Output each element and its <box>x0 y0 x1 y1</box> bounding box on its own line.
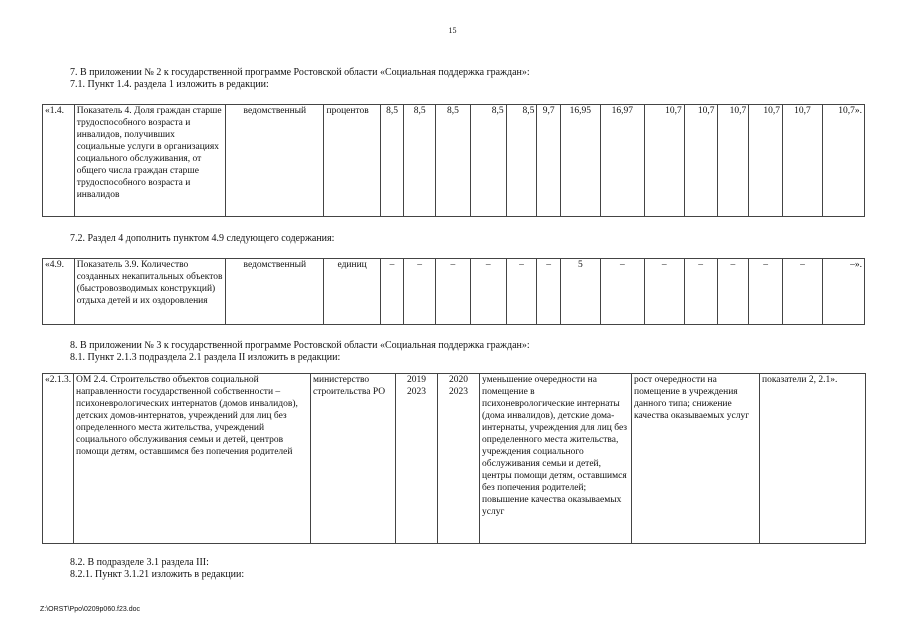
executor: министерство строительства РО <box>311 374 396 544</box>
paragraph-8-2-1: 8.2.1. Пункт 3.1.21 изложить в редакции: <box>70 569 245 580</box>
value-cell: – <box>600 259 644 325</box>
value-cell: 16,97 <box>600 105 644 217</box>
page-number: 15 <box>448 26 457 35</box>
value-cell: 16,95 <box>560 105 600 217</box>
indicator-type: ведомственный <box>226 105 324 217</box>
measure-table-2-1-3 <box>42 373 866 544</box>
expected-result: уменьшение очередности на помещение в психоневрологические интернаты (дома инвалидов), детские дома-интернаты, учреждения для лиц без определенного места жительства, учреждения социального обслуживания семьи и детей, центры помощи детям, оставшимся без попечения родителей; повышение качества оказываемых услуг <box>480 374 632 544</box>
value-cell: – <box>717 259 749 325</box>
value-cell: 8,5 <box>506 105 537 217</box>
indicator-table-4-9 <box>42 258 865 325</box>
value-cell: – <box>380 259 404 325</box>
value-cell: 5 <box>560 259 600 325</box>
start-year-value-2: 2023 <box>407 387 426 397</box>
paragraph-8-1: 8.1. Пункт 2.1.3 подраздела 2.1 раздела II изложить в редакции: <box>70 352 341 363</box>
end-year <box>438 374 480 544</box>
file-path-footer: Z:\ORST\Ppo\0209p060.f23.doc <box>40 606 141 613</box>
value-cell: – <box>506 259 537 325</box>
row-number: «4.9. <box>43 259 75 325</box>
value-cell: 10,7 <box>717 105 749 217</box>
value-cell: – <box>470 259 506 325</box>
start-year <box>396 374 438 544</box>
value-cell: 8,5 <box>436 105 471 217</box>
paragraph-8-2: 8.2. В подразделе 3.1 раздела III: <box>70 557 209 568</box>
row-number: «1.4. <box>43 105 75 217</box>
indicator-unit: процентов <box>324 105 380 217</box>
value-cell: 10,7 <box>644 105 684 217</box>
row-number: «2.1.3. <box>43 374 74 544</box>
value-cell: – <box>436 259 471 325</box>
value-cell: 8,5 <box>404 105 436 217</box>
value-cell: – <box>537 259 561 325</box>
value-cell: 10,7 <box>782 105 822 217</box>
end-year-value: 2020 <box>449 375 468 385</box>
value-cell: – <box>684 259 717 325</box>
paragraph-7: 7. В приложении № 2 к государственной программе Ростовской области «Социальная поддержка граждан»: <box>70 67 530 78</box>
value-cell: 8,5 <box>470 105 506 217</box>
table-row <box>43 259 865 325</box>
indicator-type: ведомственный <box>226 259 324 325</box>
related-indicators: показатели 2, 2.1». <box>760 374 866 544</box>
indicator-name: Показатель 3.9. Количество созданных некапитальных объектов (быстровозводимых конструкций) отдыха детей и их оздоровления <box>74 259 226 325</box>
start-year-value: 2019 <box>407 375 426 385</box>
indicator-unit: единиц <box>324 259 380 325</box>
value-cell: – <box>404 259 436 325</box>
value-cell: –». <box>822 259 864 325</box>
table-row <box>43 374 866 544</box>
consequence: рост очередности на помещение в учреждения данного типа; снижение качества оказываемых услуг <box>632 374 760 544</box>
indicator-name: Показатель 4. Доля граждан старше трудоспособного возраста и инвалидов, получивших социальные услуги в организациях социального обслуживания, от общего числа граждан старше трудоспособного возраста и инвалидов <box>74 105 226 217</box>
measure-name: ОМ 2.4. Строительство объектов социальной направленности государственной собственности – психоневрологических интернатов (домов инвалидов), детских домов-интернатов, учреждений для лиц без определенного места жительства, учреждений социального обслуживания семьи и детей, центров помощи детям, оставшимся без попечения родителей <box>74 374 311 544</box>
value-cell: 10,7 <box>684 105 717 217</box>
value-cell: 8,5 <box>380 105 404 217</box>
value-cell: 10,7». <box>822 105 864 217</box>
value-cell: – <box>782 259 822 325</box>
value-cell: 10,7 <box>749 105 783 217</box>
value-cell: 9,7 <box>537 105 561 217</box>
value-cell: – <box>749 259 783 325</box>
end-year-value-2: 2023 <box>449 387 468 397</box>
paragraph-7-2: 7.2. Раздел 4 дополнить пунктом 4.9 следующего содержания: <box>70 233 335 244</box>
table-row <box>43 105 865 217</box>
indicator-table-1-4 <box>42 104 865 217</box>
paragraph-8: 8. В приложении № 3 к государственной программе Ростовской области «Социальная поддержка граждан»: <box>70 340 530 351</box>
paragraph-7-1: 7.1. Пункт 1.4. раздела 1 изложить в редакции: <box>70 79 269 90</box>
value-cell: – <box>644 259 684 325</box>
